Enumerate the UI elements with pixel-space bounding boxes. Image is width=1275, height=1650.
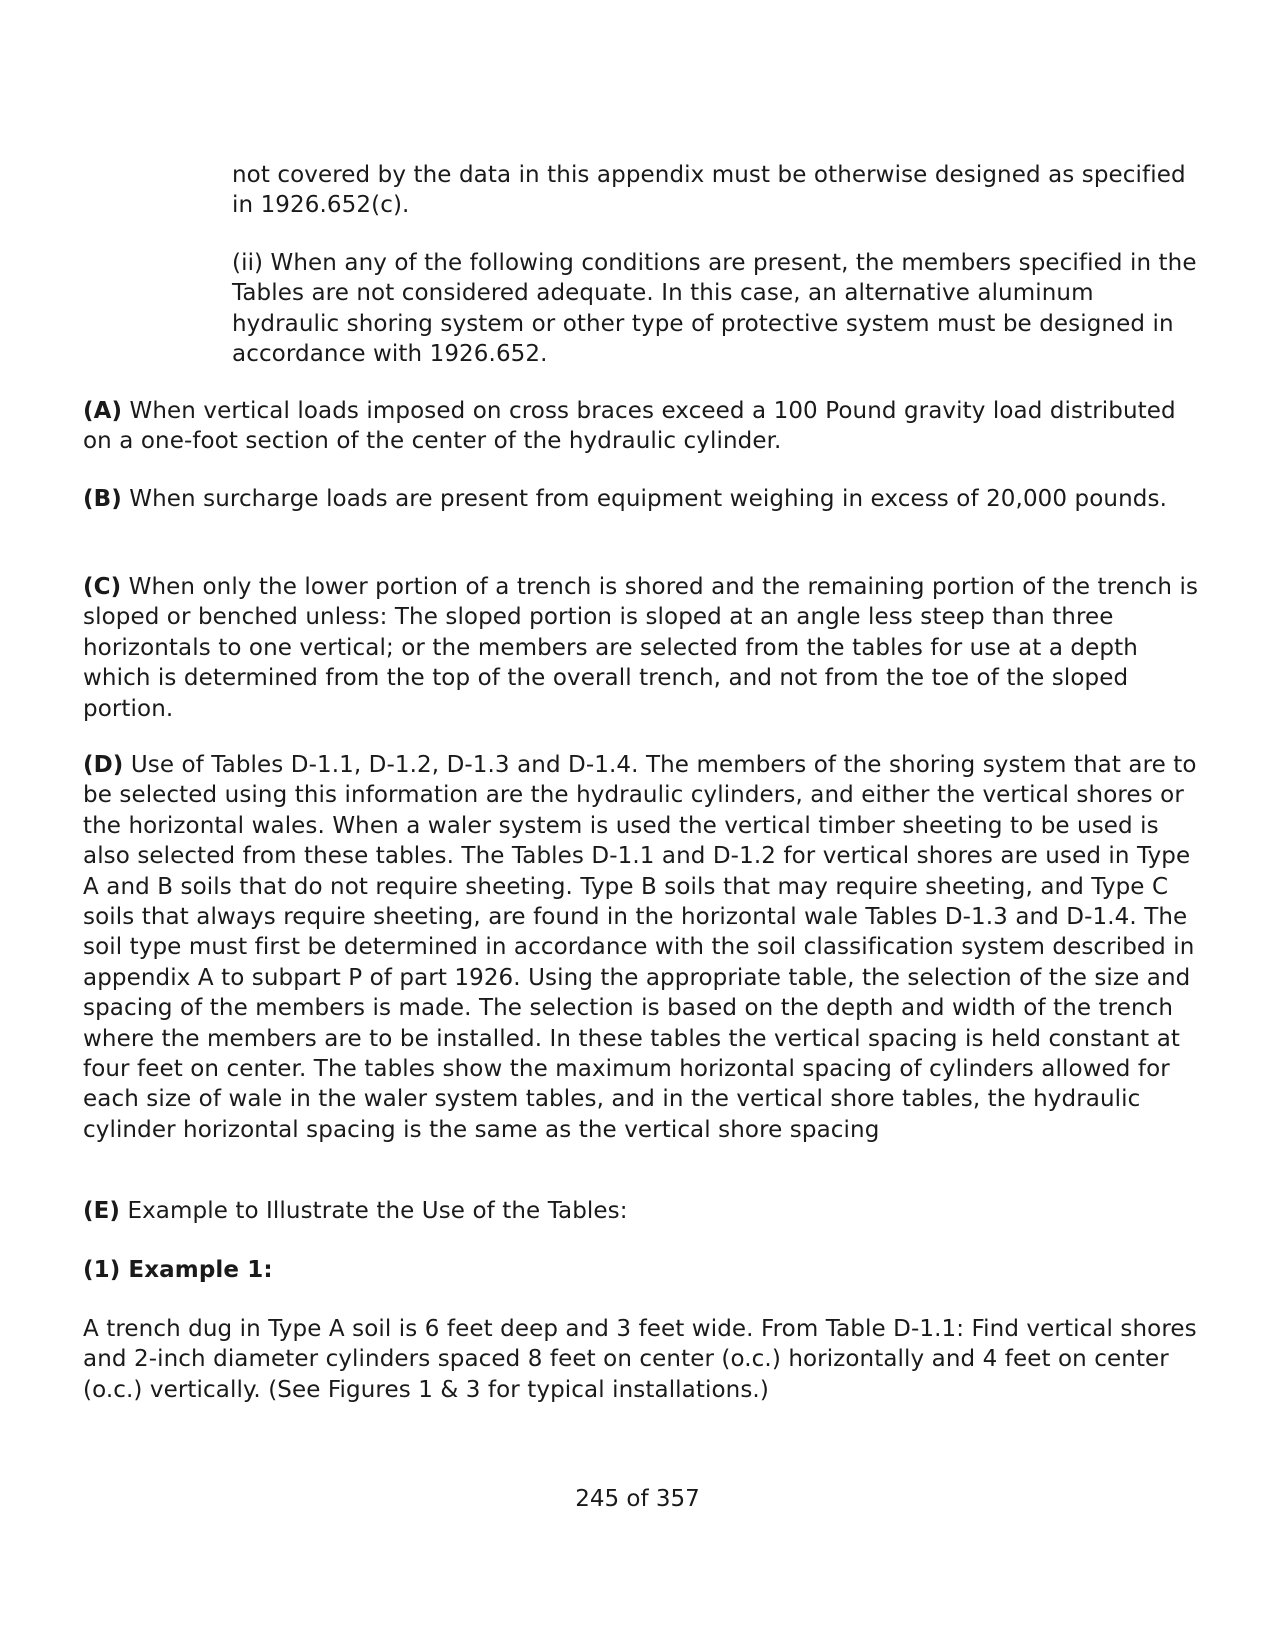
- condition-a-label: (A): [83, 398, 123, 424]
- condition-c-label: (C): [83, 574, 122, 600]
- condition-a-text: When vertical loads imposed on cross braces exceed a 100 Pound gravity load distributed on a one-foot section of the center of the hydraulic cylinder.: [83, 398, 1176, 455]
- condition-d-label: (D): [83, 752, 124, 778]
- page-number: 245 of 357: [575, 1486, 700, 1512]
- condition-c-text: When only the lower portion of a trench is shored and the remaining portion of the trench is sloped or benched unless: The sloped portion is sloped at an angle less steep than three horizontals to one vertical; or the members are selected from the tables for use at a depth which is determined from the top of the overall trench, and not from the toe of the sloped portion.: [83, 574, 1199, 722]
- condition-b-paragraph: [83, 484, 1208, 514]
- condition-e-paragraph: [83, 1196, 1208, 1226]
- example-1-heading: (1) Example 1:: [83, 1257, 273, 1283]
- condition-d-paragraph: [83, 750, 1208, 1145]
- intro-continuation-paragraph: not covered by the data in this appendix must be otherwise designed as specified in 1926.652(c).: [232, 162, 1186, 219]
- condition-e-label: (E): [83, 1198, 121, 1224]
- condition-e-text: Example to Illustrate the Use of the Tables:: [120, 1198, 628, 1224]
- condition-ii-paragraph: (ii) When any of the following conditions are present, the members specified in the Tables are not considered adequate. In this case, an alternative aluminum hydraulic shoring system or other type of protective system must be designed in accordance with 1926.652.: [232, 250, 1197, 368]
- condition-a-paragraph: [83, 396, 1208, 457]
- condition-d-text: Use of Tables D-1.1, D-1.2, D-1.3 and D-1.4. The members of the shoring system that are to be selected using this information are the hydraulic cylinders, and either the vertical shores or the horizontal wales. When a waler system is used the vertical timber sheeting to be used is also selected from these tables. The Tables D-1.1 and D-1.2 for vertical shores are used in Type A and B soils that do not require sheeting. Type B soils that may require sheeting, and Type C soils that always require sheeting, are found in the horizontal wale Tables D-1.3 and D-1.4. The soil type must first be determined in accordance with the soil classification system described in appendix A to subpart P of part 1926. Using the appropriate table, the selection of the size and spacing of the members is made. The selection is based on the depth and width of the trench where the members are to be installed. In these tables the vertical spacing is held constant at four feet on center. The tables show the maximum horizontal spacing of cylinders allowed for each size of wale in the waler system tables, and in the vertical shore tables, the hydraulic cylinder horizontal spacing is the same as the vertical shore spacing: [83, 752, 1197, 1143]
- condition-b-text: When surcharge loads are present from equipment weighing in excess of 20,000 pounds.: [121, 486, 1167, 512]
- example-1-paragraph: A trench dug in Type A soil is 6 feet deep and 3 feet wide. From Table D-1.1: Find vertical shores and 2-inch diameter cylinders spaced 8 feet on center (o.c.) horizontally and 4 feet on center (o.c.) vertically. (See Figures 1 & 3 for typical installations.): [83, 1316, 1197, 1403]
- condition-c-paragraph: [83, 572, 1208, 724]
- condition-b-label: (B): [83, 486, 122, 512]
